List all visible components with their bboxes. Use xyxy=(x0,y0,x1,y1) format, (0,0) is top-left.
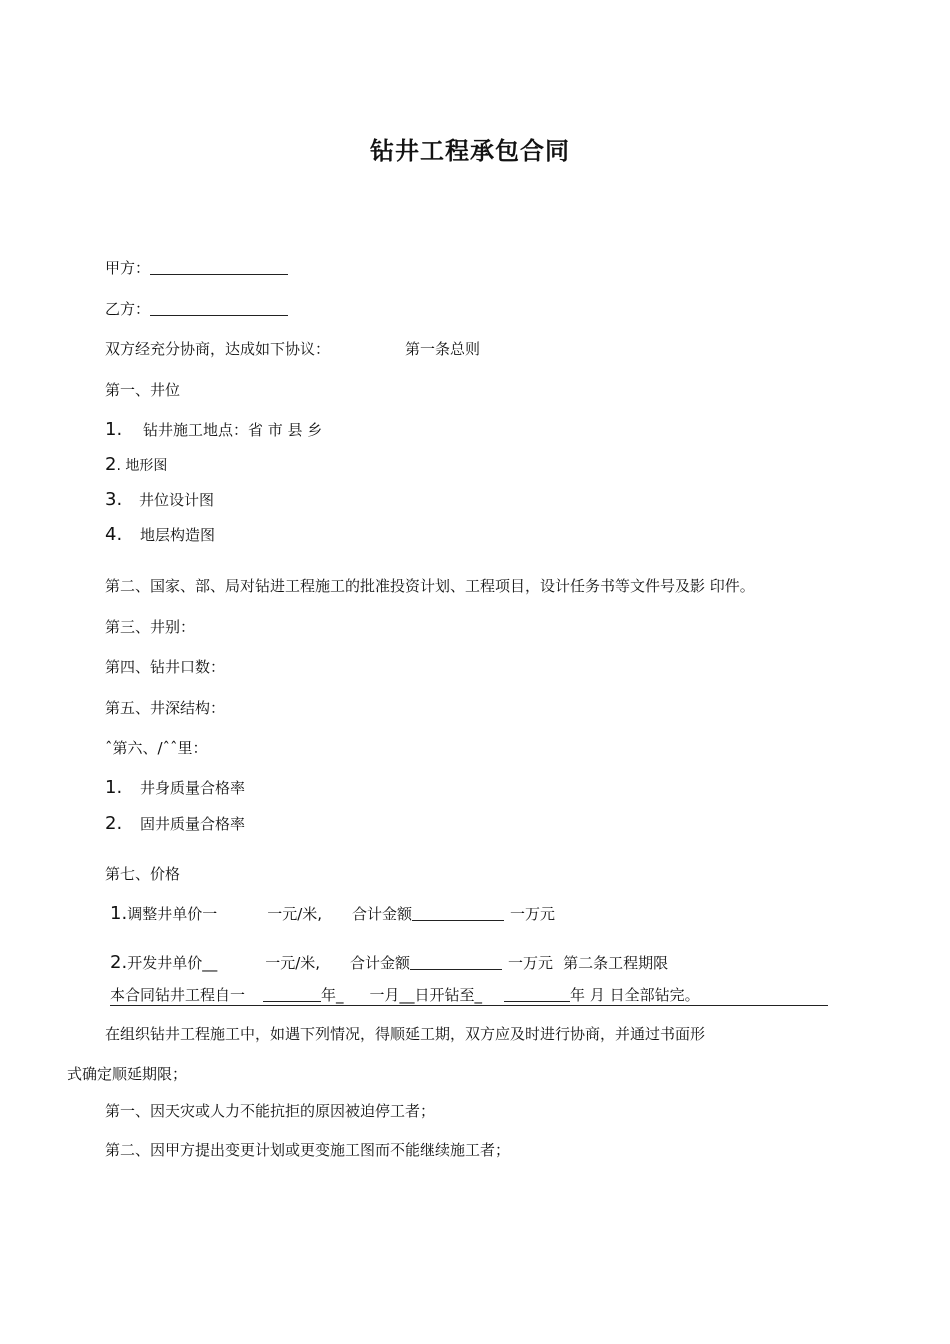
price-total-blank xyxy=(410,953,502,970)
price-total-blank xyxy=(412,904,504,921)
well-item-number: 1. xyxy=(105,419,123,440)
period-text-b: 年_ xyxy=(321,986,344,1004)
well-item-number: 3. xyxy=(105,489,123,510)
price-wan: 一万元 xyxy=(508,954,554,972)
section-5-heading: 第五、井深结构： xyxy=(105,699,226,717)
paragraph-1-continued: 式确定顺延期限； xyxy=(67,1065,188,1083)
well-item xyxy=(105,525,215,545)
paragraph-1: 在组织钻井工程施工中，如遇下列情况，得顺延工期，双方应及时进行协商，并通过书面形 xyxy=(105,1025,706,1043)
year-blank xyxy=(263,985,321,1002)
end-year-blank xyxy=(504,985,570,1002)
party-b-line xyxy=(105,299,288,319)
party-a-line xyxy=(105,258,288,278)
party-a-label: 甲方： xyxy=(105,259,151,277)
page-title: 钻井工程承包合同 xyxy=(370,137,570,165)
quality-item-number: 2. xyxy=(105,813,123,834)
quality-item-text: 固井质量合格率 xyxy=(140,815,246,833)
quality-item xyxy=(105,814,245,834)
period-text-c: 一月__日开钻至_ xyxy=(369,986,483,1004)
price-number: 1. xyxy=(110,903,128,924)
price-wan: 一万元 xyxy=(510,905,556,923)
party-b-blank xyxy=(150,299,288,316)
period-text-a: 本合同钻井工程自一 xyxy=(110,986,246,1004)
article-2-heading: 第二条工程期限 xyxy=(563,954,669,972)
well-item-text: 地层构造图 xyxy=(140,526,216,544)
period-text-d: 年 月 日全部钻完。 xyxy=(570,986,700,1004)
price-label: 调整井单价一 xyxy=(127,905,218,923)
article-1-heading: 第一条总则 xyxy=(405,340,481,358)
section-6-heading: ˆ第六、/ˆˆ里： xyxy=(105,739,208,757)
party-a-blank xyxy=(150,258,288,275)
section-3-heading: 第三、井别： xyxy=(105,618,196,636)
well-item-text: 井位设计图 xyxy=(139,491,215,509)
well-item-number: 4. xyxy=(105,524,123,545)
price-line-2 xyxy=(110,953,668,973)
quality-item-text: 井身质量合格率 xyxy=(140,779,246,797)
price-total-label: 合计金额 xyxy=(350,954,411,972)
well-item-text: 钻井施工地点：省 市 县 乡 xyxy=(143,421,323,439)
well-item-text: . 地形图 xyxy=(116,458,168,474)
section-7-heading: 第七、价格 xyxy=(105,865,181,883)
well-item xyxy=(105,455,167,476)
case-2: 第二、因甲方提出变更计划或更变施工图而不能继续施工者； xyxy=(105,1141,511,1159)
price-label: 开发井单价__ xyxy=(127,954,218,972)
case-1: 第一、因天灾或人力不能抗拒的原因被迫停工者； xyxy=(105,1102,436,1120)
well-item-number: 2 xyxy=(105,454,117,475)
party-b-label: 乙方： xyxy=(105,300,151,318)
agreement-line xyxy=(105,339,480,359)
price-unit: 一元/米, xyxy=(265,954,321,972)
period-line xyxy=(110,985,828,1006)
price-total-label: 合计金额 xyxy=(352,905,413,923)
well-item xyxy=(105,420,322,440)
price-line-1 xyxy=(110,904,555,924)
section-2-text: 第二、国家、部、局对钻进工程施工的批准投资计划、工程项目，设计任务书等文件号及影 印件。 xyxy=(105,577,755,595)
quality-item xyxy=(105,778,245,798)
price-unit: 一元/米, xyxy=(267,905,323,923)
price-number: 2. xyxy=(110,952,128,973)
agreement-text: 双方经充分协商，达成如下协议： xyxy=(105,340,331,358)
section-1-heading: 第一、井位 xyxy=(105,381,181,399)
quality-item-number: 1. xyxy=(105,777,123,798)
section-4-heading: 第四、钻井口数： xyxy=(105,658,226,676)
well-item xyxy=(105,490,214,510)
